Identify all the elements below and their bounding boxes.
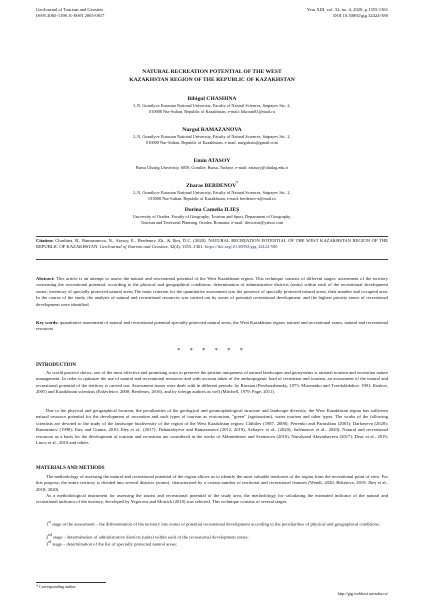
author-affiliation: L.N. Gumilyov Eurasian National University, Faculty of Natural Sciences, Satpayev Str., 2, bbox=[133, 134, 291, 139]
methods-stage-3: 3rd stage – determination of the list of specially protected natural areas; bbox=[46, 540, 177, 547]
journal-header-right bbox=[307, 7, 388, 19]
introduction-heading: INTRODUCTION bbox=[36, 363, 77, 368]
issn-line: ISSN 2065-1198, E-ISSN 2065-0817 bbox=[36, 13, 105, 18]
section-separator: * * * * * * bbox=[177, 348, 247, 354]
author-name: Bibigul CHASHINA bbox=[187, 96, 237, 102]
divider bbox=[36, 236, 388, 237]
methods-paragraph-2: As a methodological instrument for assessing the tourist and recreational potential of the study area, the methodology for calculating the estimated indicator of the natural and recreational indicator of the territory, developed by Yegorova and Motrich (2010) was selected. This technique consists of several stages: bbox=[36, 493, 388, 505]
footnote: * Corresponding author bbox=[36, 584, 76, 589]
author-affiliation: L.N. Gumilyov Eurasian National University, Faculty of Natural Sciences, Satpayev Str., 2, bbox=[133, 189, 291, 195]
methods-paragraph-1: The methodology of assessing the natural and recreational potential of the region allows us to identify the most valuable territories of the region from the recreational point of view. For this purpose, the entire territory is divided into several districts (zones), characterized by a certain number of territorial and recreational features (Wendt, 2020; Beketova, 2019; Ilieș et al., 2018; 2020). bbox=[36, 474, 388, 492]
volume-line: Year XIII, vol. 32, no. 4, 2020, p.1355-1361 bbox=[306, 7, 388, 12]
title-line-2: KAZAKHSTAN REGION OF THE REPUBLIC OF KAZAKHSTAN bbox=[129, 77, 295, 83]
author-name: Dorina Camelia ILIEȘ bbox=[184, 207, 240, 213]
author-name: Emin ATASOY bbox=[193, 158, 231, 164]
intro-paragraph-2: Due to the physical and geographical location, the peculiarities of the geological and geomorphological structure and landscape diversity, the West Kazakhstan region has sufficient natural resource potential for the development of recreation and such types of tourism as ecotourism, "green" (agritourism), water tourism and other types. The works of the following scientists are devoted to the study of the landscape biodiversity of the region of the West Kazakhstan region: Chibilev (1987, 2008); Petrenko and Partushina (2001); Darbayeva (2020); Ramazanov (1998); Ilieș and Grama, 2010; Ilieș et al., (2017); Dzhanaleyeva and Ramazanova (2012, 2019), Azhayev et al., (2020); Sulemenov et al., 2020). Natural and recreational resources as a basis for the development of tourism and recreation are considered in the works of Akhmedenov and Sventsova (2016), Nurulyand Aktymbayeva (2017), Deac et al., 2019; Lincu et al., 2018 and others. bbox=[36, 408, 388, 446]
author-name: Nurgul RAMAZANOVA bbox=[182, 127, 242, 133]
footnote-rule bbox=[36, 582, 106, 583]
paper-title bbox=[36, 68, 388, 84]
author-affiliation: University of Oradea, Faculty of Geography, Tourism and Sport, Department of Geography, bbox=[133, 214, 291, 219]
title-line-1: NATURAL RECREATION POTENTIAL OF THE WEST bbox=[142, 69, 282, 75]
intro-paragraph-1: As world practice shows, one of the most effective and promising ways to preserve the pristine uniqueness of natural landscapes and geosystems is rational tourism and recreation nature management. In order to optimize the use of natural and recreational resources and with account taken of the anthropogenic load of recreation and tourism, an assessment of the natural and recreational potential of the territory is carried out. Assessment issues were dealt with in different periods: by Russian (Preobrazhensky, 1975; Mironenko and Tverdokhlebov, 1981; Kuskov, 2005) and Kazakhstan scientists (Erdavletov, 2000; Berdenov, 2016), and by foreign authors as well (Mitchell, 1979; Page, 2011). bbox=[36, 370, 388, 395]
author-5 bbox=[36, 207, 388, 226]
doi-link[interactable]: https://doi.org/10.30892/gtg.32424-580 bbox=[204, 244, 278, 250]
divider bbox=[36, 259, 388, 260]
methods-stage-2: 2nd stage – determination of administrative districts (units) within each of the recreational development zones; bbox=[46, 533, 249, 540]
citation: Citation: Chashina, B., Ramazanova, N., Atasoy, E., Berdenov, Zh., & Ilieș, D.C. (2020). NATURAL RECREATION POTENTIAL OF THE WEST KAZAKHSTAN REGION OF THE REPUBLIC OF KAZAKHSTAN. GeoJournal of Tourism and Geosites, 32(4), 1355–1361. https://doi.org/10.30892/gtg.32424-580 bbox=[36, 238, 388, 250]
author-email: 010008 Nur-Sultan, Republic of Kazakhstan, e-mail: bikosan81@mail.ru bbox=[149, 109, 275, 114]
author-name: Zharas BERDENOV* bbox=[186, 181, 238, 189]
corresponding-mark: * bbox=[236, 181, 238, 185]
author-email: Tourism and Territorial Planning, Oradea, Romania, e-mail: iliescristi@yahoo.com bbox=[140, 220, 284, 225]
methods-stage-1: 1st stage of the assessment – the differentiation of the territory into zones of potential recreational development according to the peculiarities of physical and geographical conditions; bbox=[46, 520, 380, 527]
author-3 bbox=[36, 158, 388, 171]
journal-header-left bbox=[36, 7, 104, 19]
doi-line: DOI 10.30892/gtg.32424-580 bbox=[333, 13, 388, 18]
author-affiliation: L.N. Gumilyov Eurasian National University, Faculty of Natural Sciences, Satpayev Str., 2, bbox=[133, 103, 291, 108]
abstract: Abstract: This article is an attempt to assess the natural and recreational potential of the West Kazakhstan region. This technique consists of different stages: assessment of the territory concerning the recreational potential, according to the physical and geographical conditions; determination of administrative districts (units) within each of the recreational development zones; inventory of specially protected natural areas.The main criterion for the quantitative assessment was the presence of specially protected natural areas, their number and occupied area. In the course of the study, the analysis of natural and recreational resources was carried out by zones of potential recreational development, and the highest priority zones of recreational development were identified. bbox=[36, 276, 388, 307]
author-email: 010008 Nur-Sultan, Republic of Kazakhstan, e-mail: berdenov-z@mail.ru bbox=[148, 195, 276, 201]
author-4 bbox=[36, 180, 388, 202]
author-2 bbox=[36, 127, 388, 146]
footer-url[interactable]: http://gtg.webhost.uoradea.ro/ bbox=[337, 591, 388, 596]
author-1 bbox=[36, 96, 388, 115]
methods-heading: MATERIALS AND METHODS bbox=[36, 466, 105, 471]
keywords: Key words: quantitative assessment of natural and recreational potential specially protected natural areas, the West Kazakhstan region, natural and recreational zones, natural and recreational resources bbox=[36, 320, 388, 332]
author-affiliation: Bursa Uludag University, 6059, Gorukle, Bursa, Turkiye, e-mail: eatasoy@uludag.edu.tr bbox=[135, 165, 289, 170]
author-email: 010008 Nur-Sultan, Republic of Kazakhstan, e-mail: nurgulrain@gmail.com bbox=[146, 140, 278, 145]
journal-name: GeoJournal of Tourism and Geosites bbox=[36, 7, 104, 12]
